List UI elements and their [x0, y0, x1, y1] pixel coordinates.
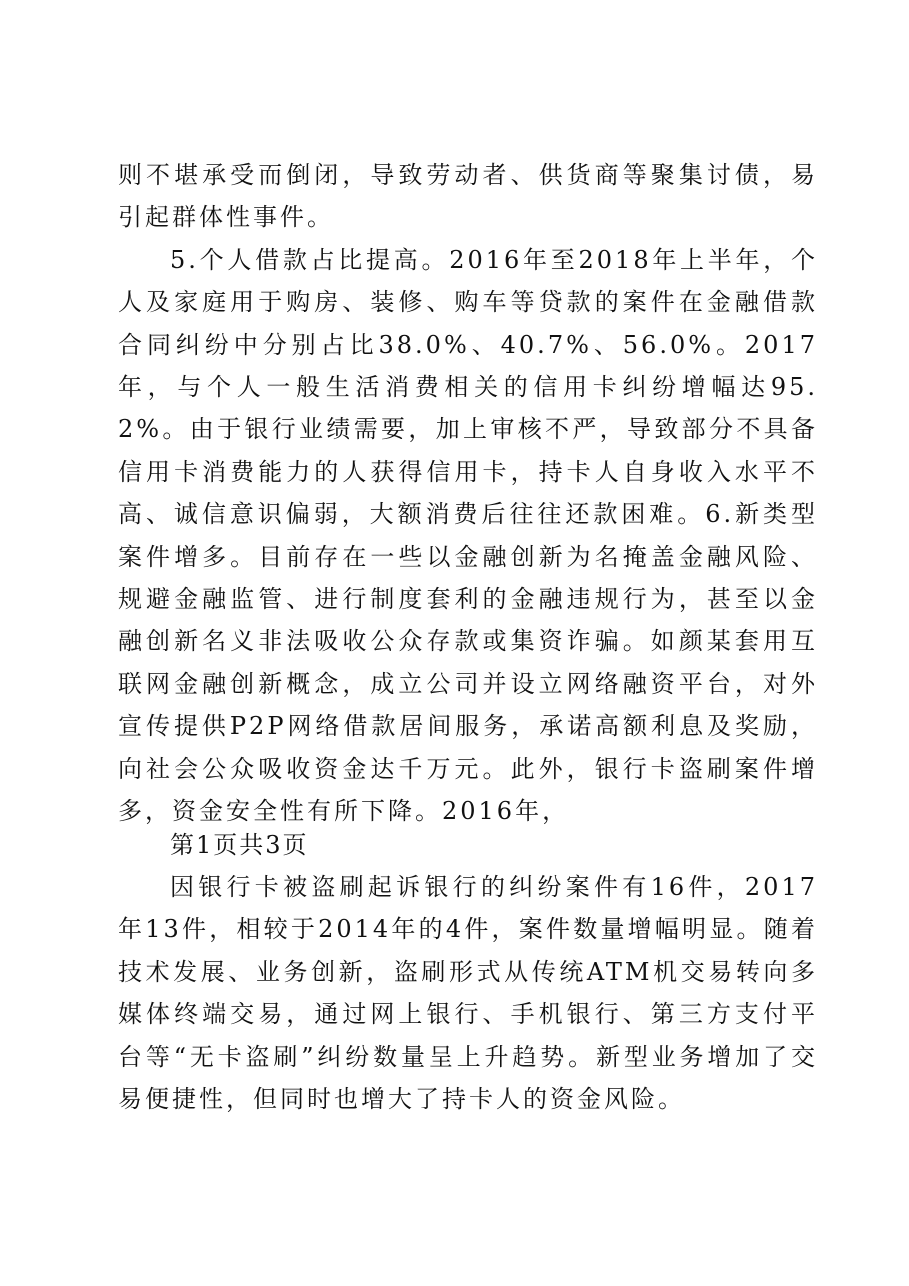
body-text-top: [118, 154, 818, 833]
body-text-bottom: [118, 866, 818, 1120]
paragraph-card-fraud: 因银行卡被盗刷起诉银行的纠纷案件有16件，2017年13件，相较于2014年的4件，案件数量增幅明显。随着技术发展、业务创新，盗刷形式从传统ATM机交易转向多媒体终端交易，通过网上银行、手机银行、第三方支付平台等“无卡盗刷”纠纷数量呈上升趋势。新型业务增加了交易便捷性，但同时也增大了持卡人的资金风险。: [118, 873, 818, 1114]
page-footer: [170, 824, 570, 866]
paragraph-item-5: 5.个人借款占比提高。2016年至2018年上半年，个人及家庭用于购房、装修、购车等贷款的案件在金融借款合同纠纷中分别占比38.0%、40.7%、56.0%。2017年，与个人一般生活消费相关的信用卡纠纷增幅达95.2%。由于银行业绩需要，加上审核不严，导致部分不具备信用卡消费能力的人获得信用卡，持卡人自身收入水平不高、诚信意识偏弱，大额消费后往往还款困难。6.新类型案件增多。目前存在一些以金融创新为名掩盖金融风险、规避金融监管、进行制度套利的金融违规行为，甚至以金融创新名义非法吸收公众存款或集资诈骗。如颜某套用互联网金融创新概念，成立公司并设立网络融资平台，对外宣传提供P2P网络借款居间服务，承诺高额利息及奖励，向社会公众吸收资金达千万元。此外，银行卡盗刷案件增多，资金安全性有所下降。2016年，: [118, 245, 818, 826]
paragraph-continuation: 则不堪承受而倒闭，导致劳动者、供货商等聚集讨债，易引起群体性事件。: [118, 161, 818, 232]
page-number-text: 第1页共3页: [170, 831, 309, 859]
